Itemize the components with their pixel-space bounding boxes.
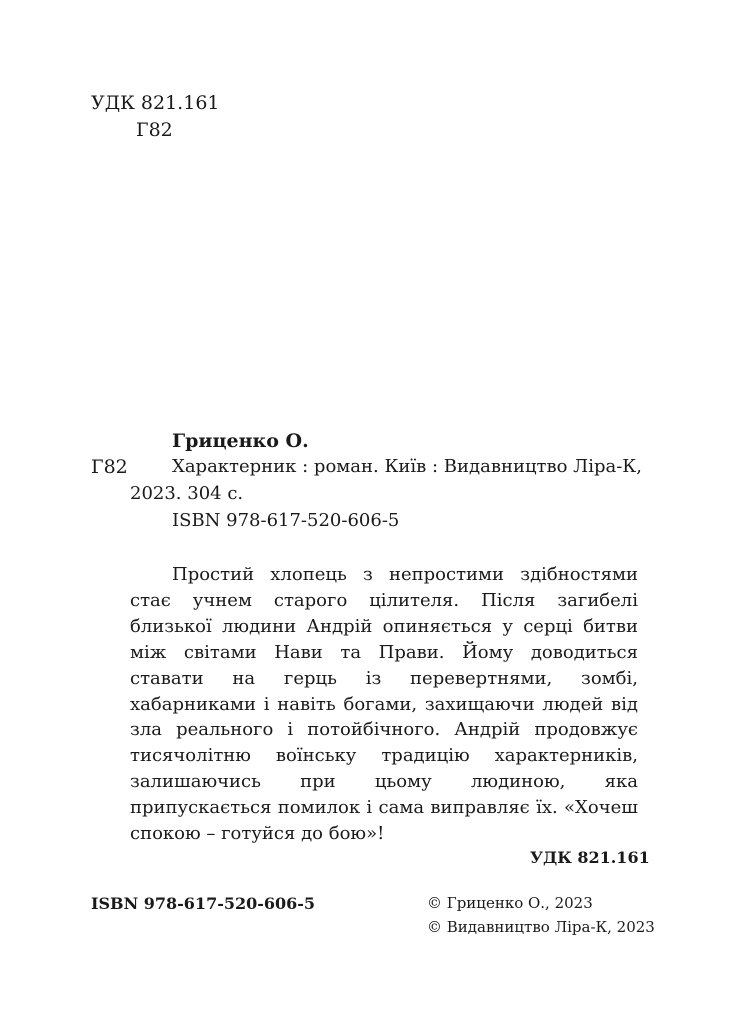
copyright-author: © Гриценко О., 2023 — [427, 894, 593, 912]
author-sign: Г82 — [136, 119, 173, 141]
catalog-title-line-2: 2023. 304 с. — [130, 483, 244, 504]
catalog-isbn: ISBN 978-617-520-606-5 — [172, 510, 400, 531]
catalog-code: Г82 — [91, 456, 128, 478]
catalog-title-line-1: Характерник : роман. Київ : Видавництво Ліра-К, — [172, 456, 642, 477]
copyright-publisher: © Видавництво Ліра-К, 2023 — [427, 918, 655, 936]
annotation-paragraph: Простий хлопець з непростими здібностями стає учнем старого цілителя. Після загибелі близької людини Андрій опиняється у серці битви між світами Нави та Прави. Йому доводиться ставати на герць із перевертнями, зомбі, хабарниками і навіть богами, захищаючи людей від зла реального і потойбічного. Андрій продовжує тисячолітню воїнську традицію характерників, залишаючись при цьому людиною, яка припускається помилок і сама виправляє їх. «Хочеш спокою – готуйся до бою»! — [130, 564, 638, 845]
udk-code: УДК 821.161 — [91, 92, 220, 114]
footer-isbn: ISBN 978-617-520-606-5 — [91, 894, 316, 913]
catalog-author: Гриценко О. — [172, 430, 309, 452]
footer-udk: УДК 821.161 — [530, 848, 650, 867]
